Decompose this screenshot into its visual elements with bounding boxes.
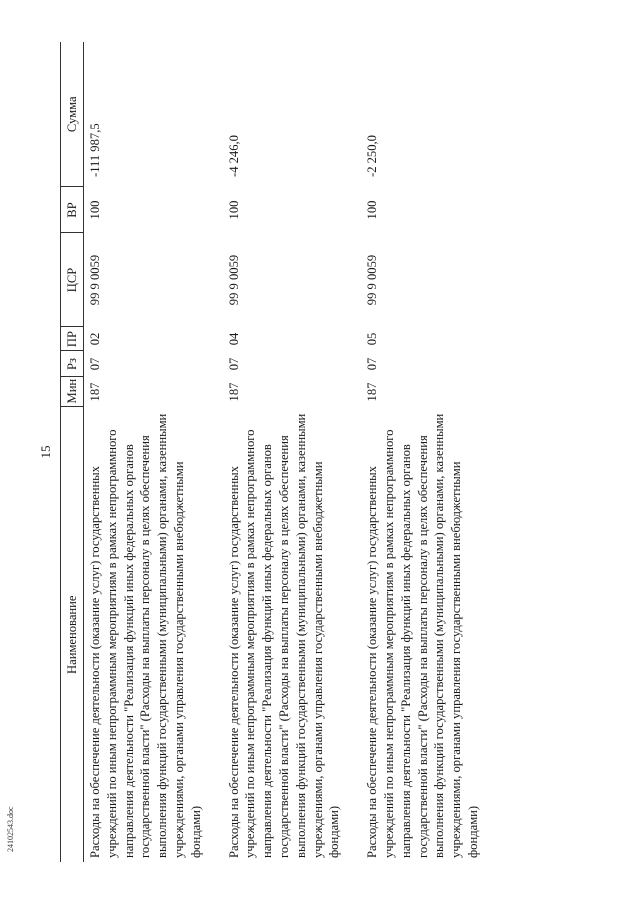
row-rz: 07 xyxy=(88,357,102,371)
header-rz: Рз xyxy=(61,351,84,377)
budget-table xyxy=(60,42,500,862)
row-rz: 07 xyxy=(365,357,380,371)
row-rz: 07 xyxy=(226,357,241,371)
table-row xyxy=(361,42,500,862)
row-pr: 02 xyxy=(88,332,102,346)
row-name: Расходы на обеспечение деятельности (оказание услуг) государственных учреждений по иным непрограммным мероприятиям в рамках непрограммного направления деятельности "Реализация функций иных федеральных органов государственной власти" (Расходы на выплаты персоналу в целях обеспечения выполнения функций государственными (муниципальными) органами, казенными учреждениями, органами управления государственными внебюджетными фондами) xyxy=(226,413,342,858)
row-pr: 05 xyxy=(365,332,380,346)
row-name: Расходы на обеспечение деятельности (оказание услуг) государственных учреждений по иным непрограммным мероприятиям в рамках непрограммного направления деятельности "Реализация функций иных федеральных органов государственной власти" (Расходы на выплаты персоналу в целях обеспечения выполнения функций государственными (муниципальными) органами, казенными учреждениями, органами управления государственными внебюджетными фондами) xyxy=(365,413,480,858)
row-min: 187 xyxy=(226,382,241,402)
row-sum: -111 987,5 xyxy=(88,123,102,177)
row-sum: -4 246,0 xyxy=(226,135,241,177)
row-name: Расходы на обеспечение деятельности (оказание услуг) государственных учреждений по иным непрограммным мероприятиям в рамках непрограммного направления деятельности "Реализация функций иных федеральных органов государственной власти" (Расходы на выплаты персоналу в целях обеспечения выполнения функций государственными (муниципальными) органами, казенными учреждениями, органами управления государственными внебюджетными фондами) xyxy=(88,413,203,858)
table-row xyxy=(84,42,223,862)
header-name: Наименование xyxy=(61,407,84,862)
row-csr: 99 9 0059 xyxy=(226,254,241,306)
row-vr: 100 xyxy=(226,200,241,220)
header-csr: ЦСР xyxy=(61,233,84,327)
row-csr: 99 9 0059 xyxy=(365,254,380,306)
header-min: Мин xyxy=(61,377,84,407)
rotated-sheet xyxy=(38,42,540,862)
header-pr: ПР xyxy=(61,327,84,351)
table-row xyxy=(223,42,362,862)
header-sum: Сумма xyxy=(61,42,84,187)
file-name-footer: 24102543.doc xyxy=(6,806,15,852)
row-sum: -2 250,0 xyxy=(365,135,380,177)
table-header-row xyxy=(61,42,84,862)
header-vr: ВР xyxy=(61,187,84,233)
page-number: 15 xyxy=(38,445,53,459)
row-vr: 100 xyxy=(88,200,102,220)
row-min: 187 xyxy=(365,382,380,402)
row-pr: 04 xyxy=(226,332,241,346)
row-csr: 99 9 0059 xyxy=(88,254,102,306)
row-min: 187 xyxy=(88,382,102,402)
row-vr: 100 xyxy=(365,200,380,220)
